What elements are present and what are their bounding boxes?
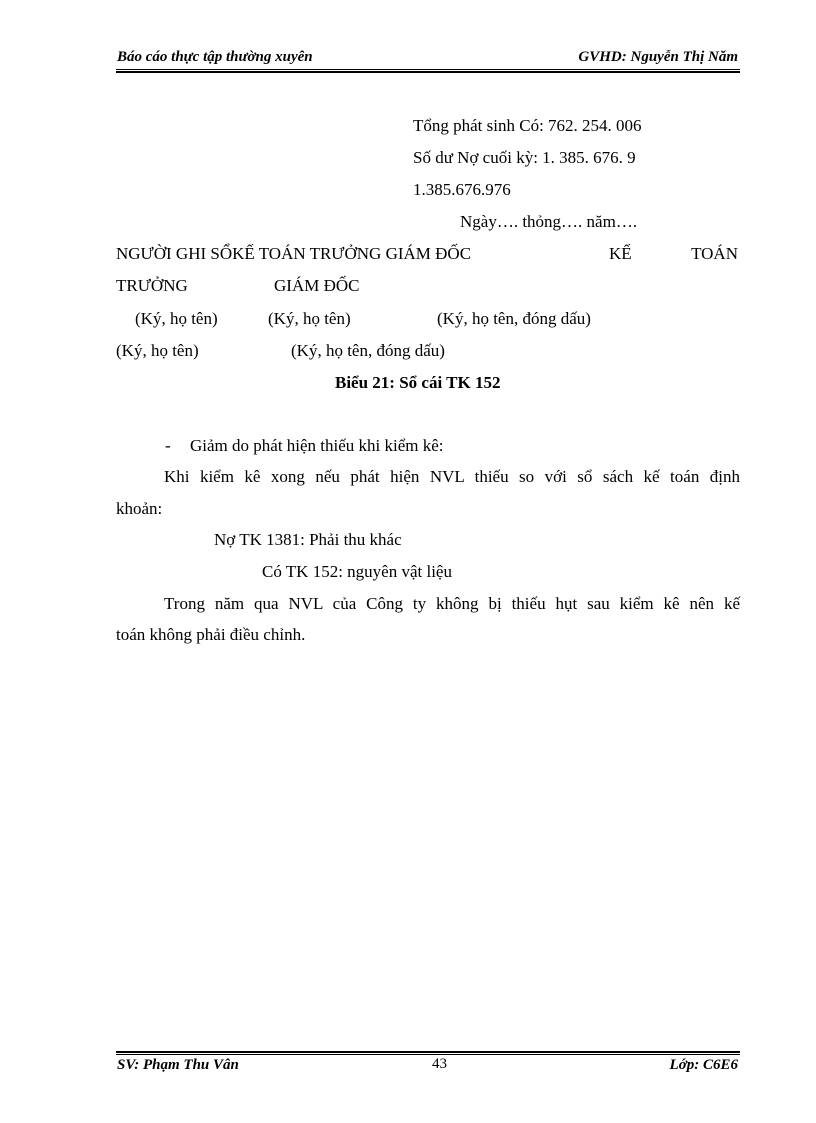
debit-balance: Số dư Nợ cuối kỳ: 1. 385. 676. 9 (413, 148, 636, 167)
header-rule-thick (116, 71, 740, 73)
signature-role-toan: TOÁN (691, 244, 738, 263)
signature-role-giam-doc: GIÁM ĐỐC (274, 276, 360, 295)
signature-note-1: (Ký, họ tên) (135, 309, 218, 328)
bullet-text: Giảm do phát hiện thiếu khi kiểm kê: (190, 436, 444, 455)
signature-note-4: (Ký, họ tên) (116, 341, 199, 360)
debit-balance-full: 1.385.676.976 (413, 180, 511, 199)
table-caption: Biểu 21: Sổ cái TK 152 (335, 373, 501, 392)
signature-roles-line1: NGƯỜI GHI SỔKẾ TOÁN TRƯỞNG GIÁM ĐỐC (116, 244, 472, 263)
entry-credit: Có TK 152: nguyên vật liệu (262, 562, 452, 581)
signature-note-5: (Ký, họ tên, đóng dấu) (291, 341, 445, 360)
signature-role-truong: TRƯỞNG (116, 276, 188, 295)
paragraph-2-line-2: toán không phải điều chỉnh. (116, 625, 306, 644)
signature-note-3: (Ký, họ tên, đóng dấu) (437, 309, 591, 328)
paragraph-2-line-1: Trong năm qua NVL của Công ty không bị thiếu hụt sau kiểm kê nên kế (164, 594, 740, 613)
signature-role-ke: KẾ (609, 244, 632, 263)
header-right-advisor: GVHD: Nguyễn Thị Năm (578, 49, 738, 65)
footer-rule-thin (116, 1054, 740, 1055)
header-rule-thin (116, 69, 740, 70)
paragraph-1-line-2: khoản: (116, 499, 163, 518)
footer-class: Lớp: C6E6 (669, 1057, 738, 1073)
signature-note-2: (Ký, họ tên) (268, 309, 351, 328)
bullet-dash: - (165, 436, 171, 455)
paragraph-1-line-1: Khi kiểm kê xong nếu phát hiện NVL thiếu so với sổ sách kế toán định (164, 467, 740, 486)
header-left-title: Báo cáo thực tập thường xuyên (117, 49, 313, 65)
entry-debit: Nợ TK 1381: Phải thu khác (214, 530, 402, 549)
footer-rule-thick (116, 1051, 740, 1053)
footer-student: SV: Phạm Thu Vân (117, 1057, 239, 1073)
credit-total: Tổng phát sinh Có: 762. 254. 006 (413, 116, 642, 135)
page-number: 43 (432, 1056, 447, 1072)
date-line: Ngày…. thỏng…. năm…. (460, 212, 638, 231)
